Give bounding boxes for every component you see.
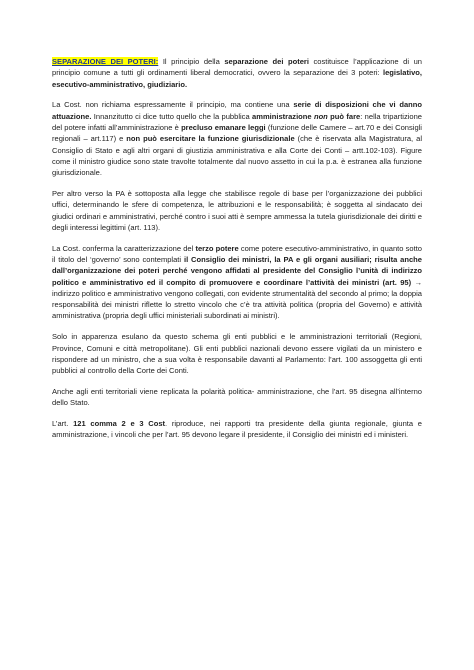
paragraph-art-121 xyxy=(52,418,422,441)
paragraph-pa-legge xyxy=(52,188,422,233)
bold-run: terzo potere xyxy=(195,243,239,253)
text-run: La Cost. conferma la caratterizzazione del xyxy=(52,243,196,253)
text-run: (funzione delle Camere – art.70 e dei Consigli regionali – art.117) e xyxy=(52,122,422,144)
text-run: Il principio della xyxy=(158,57,225,66)
paragraph-enti-territoriali xyxy=(52,386,422,409)
text-run: Innanzitutto ci dice tutto quello che la pubblica xyxy=(91,111,253,121)
text-run: . riproduce, nei rapporti tra presidente della giunta regionale, giunta e amministrazione, i vincoli che per l’art. 95 devono legare il presidente, il Consiglio dei ministri ed i ministeri. xyxy=(52,419,422,440)
bold-run: non può esercitare la funzione giurisdizionale xyxy=(126,134,295,144)
text-run: come potere esecutivo-amministrativo, in quanto sotto il titolo del ‘governo’ sono contemplati xyxy=(52,243,422,264)
bold-run: 121 comma 2 e 3 Cost xyxy=(73,419,166,429)
text-run: : nella tripartizione del potere infatti all’amministrazione è xyxy=(52,111,423,132)
paragraph-enti-pubblici xyxy=(52,331,422,376)
paragraph-costituzione xyxy=(52,99,422,178)
text-run: Solo in apparenza esulano da questo schema gli enti pubblici e le amministrazioni territoriali (Regioni, Province, Comuni e città metropolitane). Gli enti pubblici nazionali devono essere vigilati da un ministero e rispondere ad un ministro, che a sua volta è responsabile davanti al Parlamento: l’art. 100 assoggetta gli enti pubblici al controllo della Corte dei Conti. xyxy=(52,332,422,376)
bold-run: il Consiglio dei ministri, la PA e gli organi ausiliari; risulta anche dall’organizzazione dei poteri perché vengono affidati al presidente del Consiglio l’unità di indirizzo politico e amministrativo ed il compito di promuovere e coordinare l’attività dei ministri (art. 95) → xyxy=(52,254,422,287)
bold-italic-run: non xyxy=(313,111,328,121)
bold-run: separazione dei poteri xyxy=(224,57,309,66)
bold-run: precluso emanare leggi xyxy=(181,122,266,132)
text-run: costituisce l’applicazione di un principio comune a tutti gli ordinamenti liberal democratici, ovvero la separazione dei 3 poteri: xyxy=(52,57,422,78)
text-run: Per altro verso la PA è sottoposta alla legge che stabilisce regole di base per l’organizzazione dei pubblici uffici, determinando le sfere di competenza, le attribuzioni e le responsabilità; è soggetta al sindacato dei giudici ordinari e amministrativi, perché contro i suoi atti è sempre ammessa la tutela giurisdizionale dei diritti e degli interessi legittimi (art. 113). xyxy=(52,188,422,232)
paragraph-separazione-poteri xyxy=(52,56,422,90)
paragraph-terzo-potere xyxy=(52,243,422,322)
text-run: L’art. xyxy=(52,419,74,429)
text-run: Anche agli enti territoriali viene replicata la polarità politica- amministrazione, che l’art. 95 disegna all’interno dello Stato. xyxy=(52,386,422,408)
text-run: (che è riservata alla Magistratura, al Consiglio di Stato e agli altri organi di giustizia amministrativa e alla Corte dei Conti – artt.102-103). Figure come il ministro giudice sono state travolte totalmente dal nuovo assetto in cui la p.a. è estranea alla funzione giurisdizionale. xyxy=(52,134,422,178)
bold-run: amministrazione xyxy=(252,111,314,121)
section-heading: SEPARAZIONE DEI POTERI: xyxy=(52,57,159,66)
text-run: La Cost. non richiama espressamente il principio, ma contiene una xyxy=(52,100,294,110)
text-run: indirizzo politico e amministrativo vengono collegati, con evidente strumentalità del secondo al primo; la doppia responsabilità dei ministri riflette lo stretto vincolo che c’è tra attività politica (propria del Governo) e attività amministrativa (propria degli uffici ministeriali subordinati ai ministri). xyxy=(52,288,423,321)
bold-run: può fare xyxy=(327,111,361,121)
bold-run: legislativo, esecutivo-amministrativo, giudiziario. xyxy=(52,68,422,89)
bold-run: serie di disposizioni che vi danno attuazione. xyxy=(52,100,422,121)
